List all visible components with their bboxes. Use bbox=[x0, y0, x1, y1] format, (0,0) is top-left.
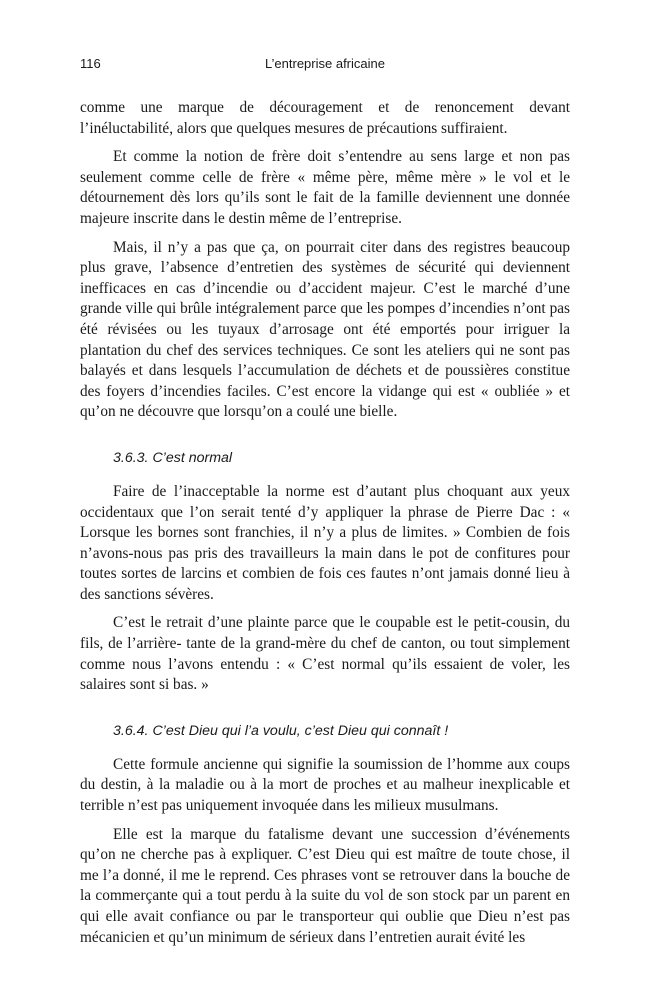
section-heading-3-6-4: 3.6.4. C’est Dieu qui l’a voulu, c’est Dieu qui connaît ! bbox=[113, 722, 449, 739]
body-text bbox=[80, 98, 570, 956]
section-heading-3-6-3: 3.6.3. C’est normal bbox=[113, 449, 233, 466]
page-number: 116 bbox=[80, 56, 101, 71]
paragraph-fatalisme: Elle est la marque du fatalisme devant une succession d’événements qu’on ne cherche pas à expliquer. C’est Dieu qui est maître de toute chose, il me l’a donné, il me le reprend. Ces phrases vont se retrouver dans la bouche de la commerçante qui a tout perdu à la suite du vol de son stock par un parent en qui elle avait confiance ou par le transporteur qui oublie que Dieu n’est pas mécanicien et qu’un minimum de sérieux dans l’entretien aurait évité les bbox=[80, 825, 570, 946]
paragraph-formule: Cette formule ancienne qui signifie la soumission de l’homme aux coups du destin, à la maladie ou à la mort de proches et au malheur inexplicable et terrible n’est pas uniquement invoquée dans les milieux musulmans. bbox=[80, 755, 570, 815]
paragraph-plainte: C’est le retrait d’une plainte parce que le coupable est le petit-cousin, du fils, de l’arrière- tante de la grand-mère du chef de canton, ou tout simplement comme nous l’avons entendu : « C’est normal qu’ils essaient de voler, les salaires sont si bas. » bbox=[80, 614, 570, 694]
paragraph-frere: Et comme la notion de frère doit s’entendre au sens large et non pas seulement comme celle de frère « même père, même mère » le vol et le détournement dès lors qu’ils sont le fait de la famille deviennent une donnée majeure inscrite dans le destin même de l’entreprise. bbox=[80, 148, 570, 227]
book-title: L’entreprise africaine bbox=[265, 56, 385, 71]
running-header bbox=[80, 56, 570, 76]
paragraph-norme: Faire de l’inacceptable la norme est d’autant plus choquant aux yeux occidentaux que l’on serait tenté d’y appliquer la phrase de Pierre Dac : « Lorsque les bornes sont franchies, il n’y a plus de limites. » Combien de fois n’avons-nous pas pris des travailleurs la main dans le pot de confitures pour toutes sortes de larcins et combien de fois ces fautes n’ont jamais donné lieu à des sanctions sévères. bbox=[80, 482, 570, 603]
paragraph-continuation: comme une marque de découragement et de renoncement devant l’inéluctabilité, alors que quelques mesures de précautions suffiraient. bbox=[80, 99, 570, 137]
paragraph-securite: Mais, il n’y a pas que ça, on pourrait citer dans des registres beaucoup plus grave, l’absence d’entretien des systèmes de sécurité qui deviennent inefficaces en cas d’incendie ou d’accident majeur. C’est le marché d’une grande ville qui brûle intégralement parce que les pompes d’incendies n’ont pas été révisées ou les tuyaux d’arrosage ont été emportés pour irriguer la plantation du chef des services techniques. Ce sont les ateliers qui ne sont pas balayés et dans lesquels l’accumulation de déchets et de poussières constitue des foyers d’incendies faciles. C’est encore la vidange qui est « oubliée » et qu’on ne découvre que lorsqu’on a coulé une bielle. bbox=[80, 238, 570, 421]
